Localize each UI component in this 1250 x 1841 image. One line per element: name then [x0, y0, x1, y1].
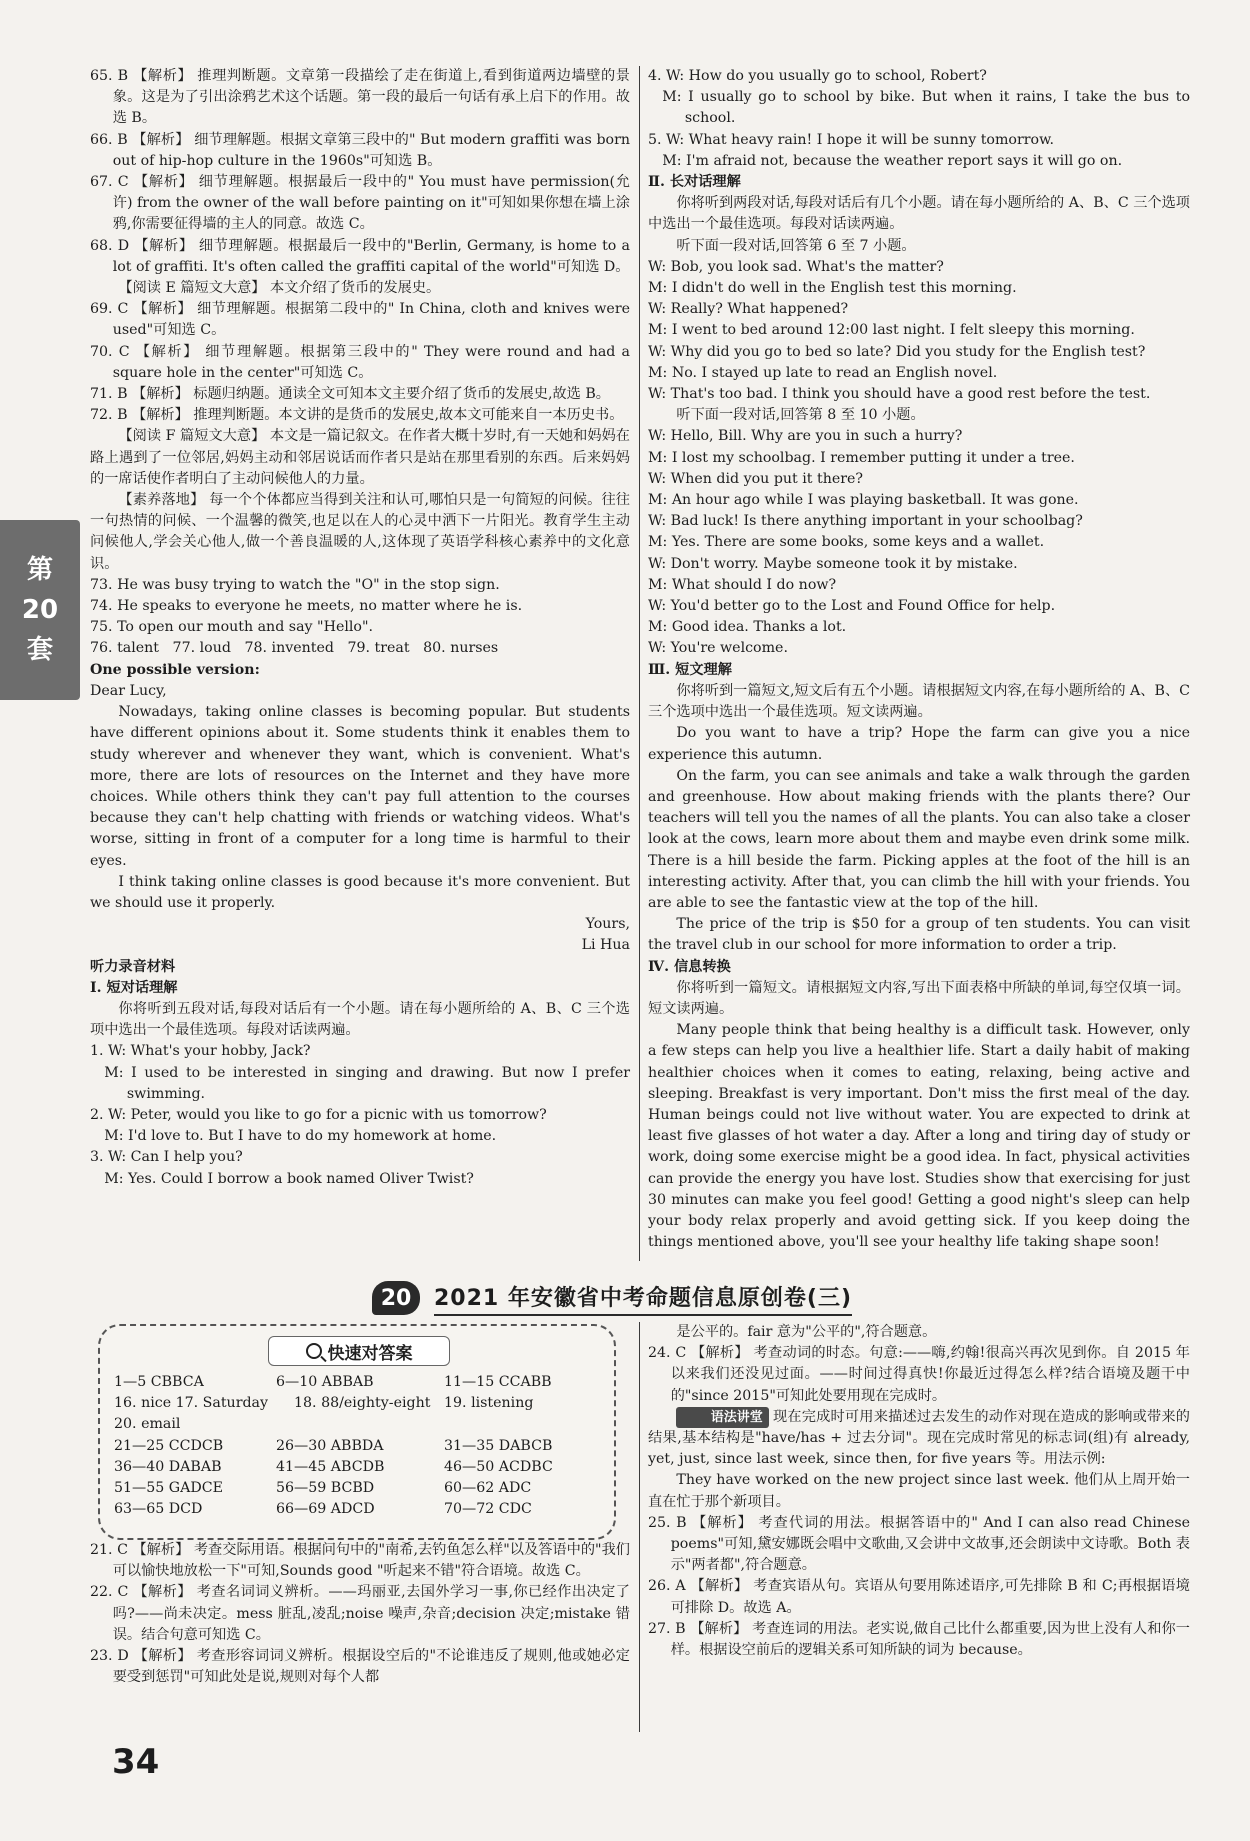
answer-cell: 46—50 ACDBC [444, 1458, 553, 1475]
bottom-left-column [90, 1540, 630, 1688]
dialog-line: W: That's too bad. I think you should have a good rest before the test. [648, 386, 1151, 403]
dialog-line: M: An hour ago while I was playing basketball. It was gone. [648, 492, 1079, 509]
dialog-line: M: I lost my schoolbag. I remember putting it under a tree. [648, 449, 1075, 466]
answer-23: 23. D 【解析】 考查形容词词义辨析。根据设空后的"不论谁违反了规则,他或她必定要受到惩罚"可知此处是说,规则对每个人都 [90, 1648, 630, 1686]
answer-row [114, 1436, 604, 1457]
answer-72: 72. B 【解析】 推理判断题。本文讲的是货币的发展史,故本文可能来自一本历史书。 [90, 407, 624, 424]
answer-66: 66. B 【解析】 细节理解题。根据文章第三段中的" But modern graffiti was born out of hip-hop culture in the 1960s"可知选 B。 [90, 131, 630, 169]
listening-part1-intro: 你将听到五段对话,每段对话后有一个小题。请在每小题所给的 A、B、C 三个选项中选出一个最佳选项。每段对话读两遍。 [90, 1000, 630, 1039]
answer-cell: 18. 88/eighty-eight [294, 1395, 431, 1412]
essay-greeting: Dear Lucy, [90, 682, 167, 699]
dialog-line: M: I usually go to school by bike. But when it rains, I take the bus to school. [662, 89, 1190, 127]
dialog-line: 2. W: Peter, would you like to go for a picnic with us tomorrow? [90, 1106, 547, 1123]
answer-25: 25. B 【解析】 考查代词的用法。根据答语中的" And I can also read Chinese poems"可知,黛安娜既会唱中文歌曲,又会讲中文故事,还会朗读中文诗歌。Both 表示"两者都",符合题意。 [648, 1514, 1190, 1574]
fill-answers [90, 638, 630, 659]
dialog-line: W: Don't worry. Maybe someone took it by mistake. [648, 555, 1018, 572]
answer-26: 26. A 【解析】 考查宾语从句。宾语从句要用陈述语序,可先排除 B 和 C;再根据语境可排除 D。故选 A。 [648, 1578, 1190, 1616]
answer-21: 21. C 【解析】 考查交际用语。根据问句中的"南希,去钓鱼怎么样"以及答语中的"我们可以愉快地放松一下"可知,Sounds good "听起来不错"符合语境。故选 C。 [90, 1542, 630, 1580]
answer-row [114, 1372, 604, 1393]
part3-paragraph: On the farm, you can see animals and take a walk through the garden and greenhouse. How about making friends with the plants there? Our teachers will tell you the names of all the plants. You can also take a closer look at the cows, learn more about them and maybe even drink some milk. There is a hill beside the farm. Picking apples at the foot of the hill is an interesting activity. After that, you can climb the hill with your friends. You are able to see the fantastic view at the top of the hill. [648, 767, 1190, 911]
dialog-line: 3. W: Can I help you? [90, 1149, 243, 1166]
dialog-line: M: I didn't do well in the English test this morning. [648, 280, 1017, 297]
answer-cell: 51—55 GADCE [114, 1480, 223, 1497]
side-tab-line2: 20 [21, 595, 59, 625]
answer-row [114, 1457, 604, 1478]
answer-73: 73. He was busy trying to watch the "O" in the stop sign. [90, 576, 500, 593]
right-column [648, 66, 1190, 1253]
section-side-tab [0, 520, 80, 700]
answer-65: 65. B 【解析】 推理判断题。文章第一段描绘了走在街道上,看到街道两边墙壁的景象。这是为了引出涂鸦艺术这个话题。第一段的最后一句话有承上启下的作用。故选 B。 [90, 68, 630, 127]
dialog-line: W: Really? What happened? [648, 301, 849, 318]
answer-cell: 70—72 CDC [444, 1501, 532, 1518]
listening-part3-title: Ⅲ. 短文理解 [648, 661, 732, 678]
listening-part4-intro: 你将听到一篇短文。请根据短文内容,写出下面表格中所缺的单词,每空仅填一词。短文读两遍。 [648, 979, 1190, 1017]
dialog-line: M: Yes. There are some books, some keys and a wallet. [648, 534, 1045, 551]
dialog-line: W: You're welcome. [648, 640, 788, 657]
grammar-example-cn: 他们从上周开始一直在忙于那个新项目。 [648, 1472, 1190, 1510]
answer-cell: 60—62 ADC [444, 1480, 532, 1497]
answer-cell: 31—35 DABCB [444, 1437, 553, 1454]
fill-answer-78: 78. invented [244, 640, 334, 657]
dialog-line: W: Bad luck! Is there anything important in your schoolbag? [648, 513, 1083, 530]
listening-part1-title: Ⅰ. 短对话理解 [90, 979, 178, 996]
quick-answer-title [268, 1336, 450, 1366]
essay-closing: Yours, [585, 916, 630, 933]
answer-cell: 56—59 BCBD [276, 1480, 375, 1497]
answer-cell: 41—45 ABCDB [276, 1458, 385, 1475]
answer-24: 24. C 【解析】 考查动词的时态。句意:——嗨,约翰!很高兴再次见到你。自 2015 年以来我们还没见过面。——时间过得真快!你最近过得怎么样?结合语境及题干中的"since 2015"可知此处要用现在完成时。 [648, 1345, 1190, 1404]
answer-67: 67. C 【解析】 细节理解题。根据最后一段中的" You must have permission(允许) from the owner of the wall before painting on it"可知如果你想在墙上涂鸦,你需要征得墙的主人的同意。故选 C。 [90, 174, 630, 233]
dialog-line: 4. W: How do you usually go to school, Robert? [648, 68, 987, 84]
part3-paragraph: Do you want to have a trip? Hope the farm can give you a nice experience this autumn. [648, 725, 1190, 763]
listening-part4-title: Ⅳ. 信息转换 [648, 958, 731, 975]
answer-70: 70. C 【解析】 细节理解题。根据第三段中的" They were round and had a square hole in the center"可知选 C。 [90, 343, 630, 381]
literacy-note: 【素养落地】 每一个个体都应当得到关注和认可,哪怕只是一句简短的问候。往往一句热情的问候、一个温馨的微笑,也足以在人的心灵中洒下一片阳光。教育学生主动问候他人,学会关心他人,做一个善良温暖的人,这体现了英语学科核心素养中的文化意识。 [90, 492, 630, 572]
answer-cell: 11—15 CCABB [444, 1374, 552, 1390]
part3-paragraph: The price of the trip is $50 for a group of ten students. You can visit the travel club in our school for more information to order a trip. [648, 916, 1190, 954]
grammar-example [648, 1470, 1190, 1512]
passage-e-summary: 【阅读 E 篇短文大意】 本文介绍了货币的发展史。 [118, 280, 441, 297]
dialog-line: M: I'd love to. But I have to do my homework at home. [104, 1128, 497, 1145]
essay-heading: One possible version: [90, 661, 260, 678]
answer-row [114, 1499, 604, 1520]
grammar-tag: 语法讲堂 [676, 1407, 768, 1428]
fill-answer-77: 77. loud [172, 640, 231, 657]
answer-cell: 1—5 CBBCA [114, 1374, 204, 1390]
answer-23-continued: 是公平的。fair 意为"公平的",符合题意。 [676, 1324, 937, 1340]
grammar-example-en: They have worked on the new project since last week. [676, 1472, 1070, 1489]
dialog-line: 5. W: What heavy rain! I hope it will be sunny tomorrow. [648, 131, 1055, 148]
bottom-right-column [648, 1322, 1190, 1661]
answer-cell: 21—25 CCDCB [114, 1437, 224, 1454]
quick-answer-box [98, 1324, 616, 1540]
answer-row [114, 1478, 604, 1499]
dialog-line: M: I went to bed around 12:00 last night. I felt sleepy this morning. [648, 322, 1135, 339]
banner-number: 20 [372, 1281, 420, 1315]
listening-part2-intro: 你将听到两段对话,每段对话后有几个小题。请在每小题所给的 A、B、C 三个选项中选出一个最佳选项。每段对话读两遍。 [648, 195, 1190, 233]
answer-68: 68. D 【解析】 细节理解题。根据最后一段中的"Berlin, Germany, is home to a lot of graffiti. It's often called the graffiti capital of the world"可知选 D。 [90, 237, 630, 275]
dialog-line: W: When did you put it there? [648, 470, 864, 487]
answer-69: 69. C 【解析】 细节理解题。根据第二段中的" In China, cloth and knives were used"可知选 C。 [90, 301, 630, 339]
essay-paragraph: I think taking online classes is good because it's more convenient. But we should use it properly. [90, 873, 630, 911]
listening-part3-intro: 你将听到一篇短文,短文后有五个小题。请根据短文内容,在每小题所给的 A、B、C 三个选项中选出一个最佳选项。短文读两遍。 [648, 682, 1190, 721]
dialog-line: M: Yes. Could I borrow a book named Oliver Twist? [104, 1170, 474, 1187]
dialog-line: M: Good idea. Thanks a lot. [648, 619, 847, 636]
banner-title: 2021 年安徽省中考命题信息原创卷(三) [434, 1281, 852, 1316]
dialog-line: W: Why did you go to bed so late? Did you study for the English test? [648, 343, 1146, 360]
fill-answer-76: 76. talent [90, 640, 160, 657]
answer-cell: 6—10 ABBAB [276, 1374, 374, 1390]
side-tab-line3: 套 [26, 635, 53, 665]
answer-cell: 26—30 ABBDA [276, 1437, 384, 1454]
answer-cell: 19. listening [444, 1395, 534, 1412]
dialog3-intro: 听下面一段对话,回答第 8 至 10 小题。 [676, 407, 925, 424]
answer-row [114, 1393, 604, 1414]
grammar-note [648, 1407, 1190, 1471]
answer-row [114, 1414, 604, 1435]
essay-signature: Li Hua [581, 937, 630, 954]
answer-27: 27. B 【解析】 考查连词的用法。老实说,做自己比什么都重要,因为世上没有人和你一样。根据设空前后的逻辑关系可知所缺的词为 because。 [648, 1620, 1190, 1659]
quick-answer-title-text: 快速对答案 [327, 1343, 413, 1364]
answer-cell: 66—69 ADCD [276, 1501, 375, 1518]
listening-part2-title: Ⅱ. 长对话理解 [648, 174, 741, 191]
answer-cell: 20. email [114, 1416, 181, 1433]
dialog-line: M: What should I do now? [648, 576, 837, 593]
passage-f-summary: 【阅读 F 篇短文大意】 本文是一篇记叙文。在作者大概十岁时,有一天她和妈妈在路上遇到了一位邻居,妈妈主动和邻居说话而作者只是站在那里看别的东西。后来妈妈的一席话使作者明白了主动问候他人的力量。 [90, 428, 630, 487]
answer-22: 22. C 【解析】 考查名词词义辨析。——玛丽亚,去国外学习一事,你已经作出决定了吗?——尚未决定。mess 脏乱,凌乱;noise 噪声,杂音;decision 决定;mistake 错误。结合句意可知选 C。 [90, 1584, 630, 1643]
search-icon [306, 1343, 322, 1359]
answer-71: 71. B 【解析】 标题归纳题。通读全文可知本文主要介绍了货币的发展史,故选 B。 [90, 386, 610, 403]
answer-75: 75. To open our mouth and say "Hello". [90, 619, 374, 636]
page-number: 34 [112, 1742, 160, 1782]
bottom-column-divider [639, 1322, 640, 1732]
section-banner [372, 1278, 912, 1318]
dialog-line: M: No. I stayed up late to read an English novel. [648, 364, 998, 381]
dialog-line: W: Bob, you look sad. What's the matter? [648, 258, 944, 275]
fill-answer-79: 79. treat [347, 640, 410, 657]
dialog-line: M: I'm afraid not, because the weather report says it will go on. [662, 152, 1123, 169]
answer-cell: 36—40 DABAB [114, 1458, 222, 1475]
side-tab-line1: 第 [26, 555, 53, 585]
listening-heading: 听力录音材料 [90, 958, 176, 975]
quick-answer-grid [114, 1372, 604, 1520]
grammar-text: 现在完成时可用来描述过去发生的动作对现在造成的影响或带来的结果,基本结构是"have/has + 过去分词"。现在完成时常见的标志词(组)有 already, yet, just, since last week, since then, for five years 等。用法示例: [648, 1408, 1190, 1468]
column-divider [639, 66, 640, 1261]
dialog-line: W: You'd better go to the Lost and Found Office for help. [648, 598, 1056, 615]
answer-cell: 16. nice 17. Saturday [114, 1395, 269, 1412]
dialog2-intro: 听下面一段对话,回答第 6 至 7 小题。 [676, 237, 916, 254]
dialog-line: 1. W: What's your hobby, Jack? [90, 1043, 311, 1060]
answer-cell: 63—65 DCD [114, 1501, 203, 1518]
dialog-line: M: I used to be interested in singing and drawing. But now I prefer swimming. [104, 1064, 630, 1102]
dialog-line: W: Hello, Bill. Why are you in such a hurry? [648, 428, 963, 445]
fill-answer-80: 80. nurses [423, 640, 499, 657]
left-column [90, 66, 630, 1190]
answer-74: 74. He speaks to everyone he meets, no matter where he is. [90, 598, 523, 615]
essay-paragraph: Nowadays, taking online classes is becoming popular. But students have different opinions about it. Some students think it enables them to study wherever and whenever they want, which is convenient. What's more, there are lots of resources on the Internet and they have more choices. While others think they can't pay full attention to the courses because they can't help chatting with friends or watching videos. What's worse, sitting in front of a computer for a long time is harmful to their eyes. [90, 704, 630, 869]
part4-paragraph: Many people think that being healthy is a difficult task. However, only a few steps can help you live a healthier life. Start a daily habit of making healthier choices when it comes to eating, relaxing, being active and sleeping. Breakfast is very important. Don't miss the first meal of the day. Human beings could not live without water. You are expected to drink at least five glasses of hot water a day. After a long and tiring day of study or work, doing some exercise might be a good idea. In fact, physical activities can provide the energy you have lost. Studies show that exercising for just 30 minutes can make you feel good! Getting a good night's sleep can help your body relax properly and avoid getting sick. If you keep doing the things mentioned above, you'll see your healthy life taking shape soon! [648, 1022, 1190, 1251]
